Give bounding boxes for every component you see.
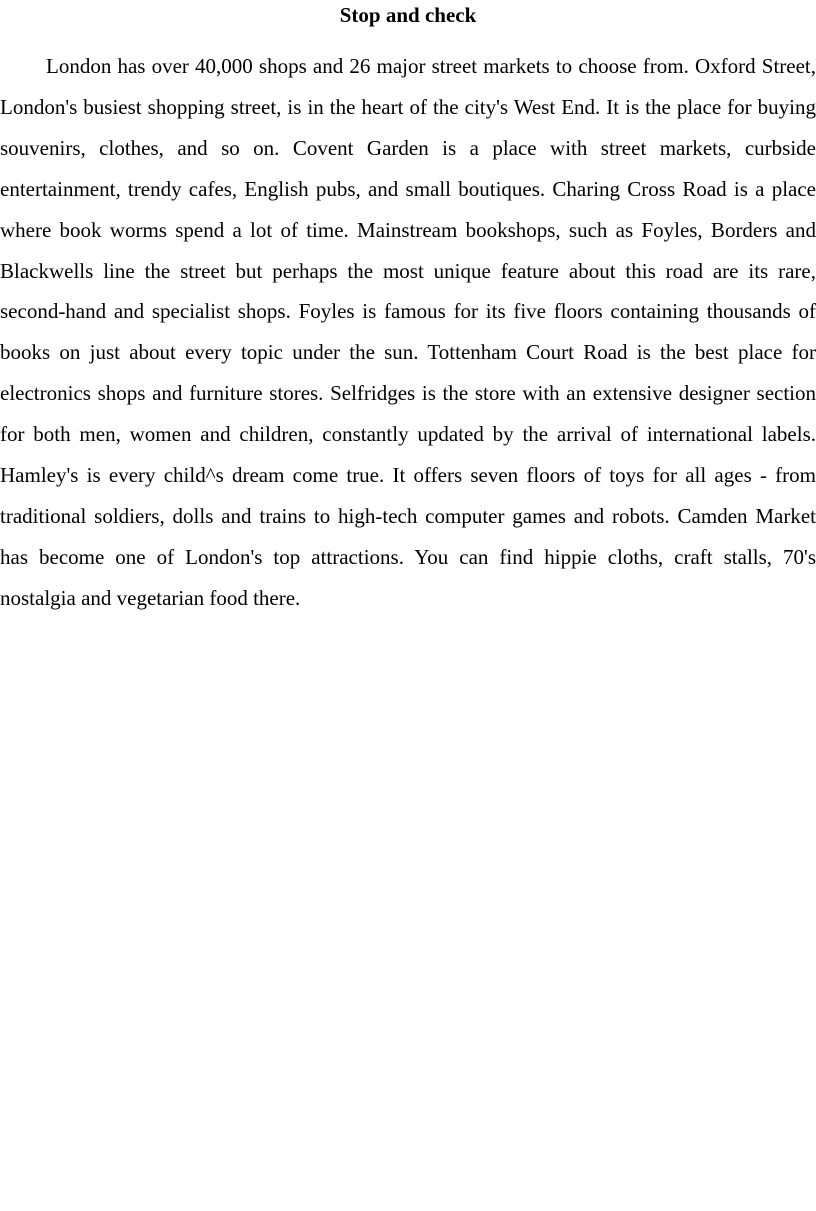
body-paragraph: London has over 40,000 shops and 26 major street markets to choose from. Oxford Street, London's busiest shopping street, is in the heart of the city's West End. It is the place for buying souvenirs, clothes, and so on. Covent Garden is a place with street markets, curbside entertainment, trendy cafes, English pubs, and small boutiques. Charing Cross Road is a place where book worms spend a lot of time. Mainstream bookshops, such as Foyles, Borders and Blackwells line the street but perhaps the most unique feature about this road are its rare, second-hand and specialist shops. Foyles is famous for its five floors containing thousands of books on just about every topic under the sun. Tottenham Court Road is the best place for electronics shops and furniture stores. Selfridges is the store with an extensive designer section for both men, women and children, constantly updated by the arrival of international labels. Hamley's is every child^s dream come true. It offers seven floors of toys for all ages - from traditional soldiers, dolls and trains to high-tech computer games and robots. Camden Market has become one of London's top attractions. You can find hippie cloths, craft stalls, 70's nostalgia and vegetarian food there. (0, 54, 816, 610)
document-title: Stop and check (339, 3, 477, 27)
